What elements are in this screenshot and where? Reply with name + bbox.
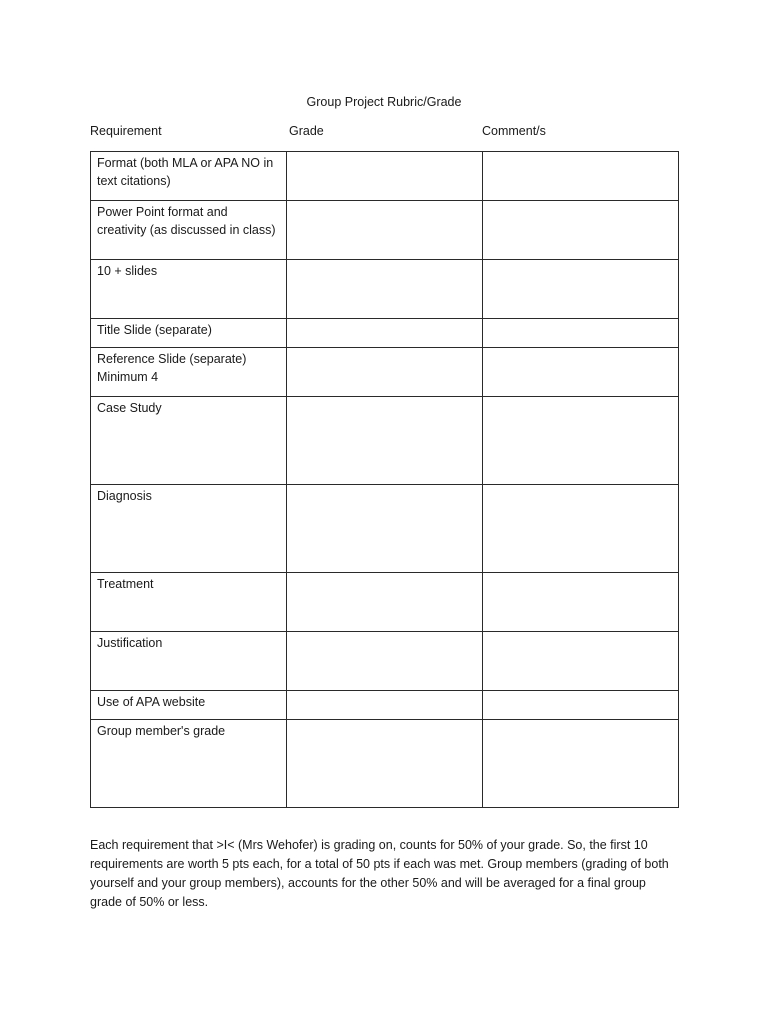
- requirement-column-header: Requirement: [90, 124, 162, 138]
- grade-cell: [287, 632, 483, 691]
- requirement-cell: Justification: [91, 632, 287, 691]
- grade-cell: [287, 319, 483, 348]
- grading-note-paragraph: Each requirement that >I< (Mrs Wehofer) is grading on, counts for 50% of your grade. So, the first 10 requirements are worth 5 pts each, for a total of 50 pts if each was met. Group members (grading of both yourself and your group members), accounts for the other 50% and will be averaged for a final group grade of 50% or less.: [90, 838, 669, 909]
- page-title: Group Project Rubric/Grade: [306, 95, 462, 109]
- table-row: [91, 720, 679, 808]
- grade-cell: [287, 152, 483, 201]
- comment-cell: [483, 348, 679, 397]
- comment-cell: [483, 632, 679, 691]
- table-row: [91, 152, 679, 201]
- requirement-cell: 10 + slides: [91, 260, 287, 319]
- table-row: [91, 319, 679, 348]
- grade-cell: [287, 201, 483, 260]
- table-row: [91, 573, 679, 632]
- requirement-cell: Power Point format and creativity (as discussed in class): [91, 201, 287, 260]
- requirement-cell: Group member's grade: [91, 720, 287, 808]
- grade-cell: [287, 691, 483, 720]
- requirement-cell: Diagnosis: [91, 485, 287, 573]
- comment-cell: [483, 260, 679, 319]
- table-row: [91, 632, 679, 691]
- grade-cell: [287, 397, 483, 485]
- comment-cell: [483, 573, 679, 632]
- grade-cell: [287, 485, 483, 573]
- table-row: [91, 201, 679, 260]
- table-row: [91, 397, 679, 485]
- comment-cell: [483, 691, 679, 720]
- rubric-table: [90, 151, 679, 808]
- comment-cell: [483, 485, 679, 573]
- comments-column-header: Comment/s: [482, 124, 546, 138]
- comment-cell: [483, 720, 679, 808]
- grade-cell: [287, 260, 483, 319]
- grade-cell: [287, 573, 483, 632]
- grade-column-header: Grade: [289, 124, 324, 138]
- comment-cell: [483, 319, 679, 348]
- table-row: [91, 691, 679, 720]
- comment-cell: [483, 397, 679, 485]
- grade-cell: [287, 720, 483, 808]
- requirement-cell: Use of APA website: [91, 691, 287, 720]
- comment-cell: [483, 201, 679, 260]
- table-row: [91, 348, 679, 397]
- grade-cell: [287, 348, 483, 397]
- requirement-cell: Treatment: [91, 573, 287, 632]
- requirement-cell: Format (both MLA or APA NO in text citations): [91, 152, 287, 201]
- table-row: [91, 260, 679, 319]
- requirement-cell: Reference Slide (separate) Minimum 4: [91, 348, 287, 397]
- table-row: [91, 485, 679, 573]
- comment-cell: [483, 152, 679, 201]
- requirement-cell: Case Study: [91, 397, 287, 485]
- requirement-cell: Title Slide (separate): [91, 319, 287, 348]
